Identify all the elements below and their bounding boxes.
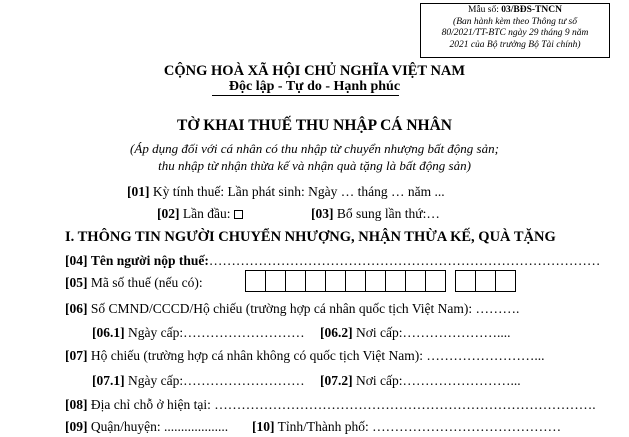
field-10[interactable]: [10] Tỉnh/Thành phố: …………………………………… — [252, 419, 562, 434]
tax-code-box[interactable] — [425, 270, 446, 292]
field-08[interactable]: [08] Địa chỉ chỗ ở hiện tại: …………………………………………………………………………. — [65, 397, 596, 412]
tax-code-boxes-main[interactable] — [245, 270, 446, 291]
form-note-line-1: (Ban hành kèm theo Thông tư số — [453, 16, 577, 27]
field-06-1[interactable]: [06.1] Ngày cấp:……………………… — [92, 325, 305, 340]
field-07-1[interactable]: [07.1] Ngày cấp:……………………… — [92, 373, 305, 388]
form-note-line-3: 2021 của Bộ trưởng Bộ Tài chính) — [449, 39, 581, 50]
field-09[interactable]: [09] Quận/huyện: ................... — [65, 419, 229, 434]
field-06-2[interactable]: [06.2] Nơi cấp:………………….... — [320, 325, 511, 340]
tax-code-box[interactable] — [455, 270, 475, 292]
national-title: CỘNG HOÀ XÃ HỘI CHỦ NGHĨA VIỆT NAM — [163, 63, 466, 79]
tax-code-box[interactable] — [265, 270, 285, 292]
document-title: TỜ KHAI THUẾ THU NHẬP CÁ NHÂN — [176, 117, 453, 134]
section-1-heading: I. THÔNG TIN NGƯỜI CHUYỂN NHƯỢNG, NHẬN THỪA KẾ, QUÀ TẶNG — [65, 229, 556, 245]
tax-code-box[interactable] — [385, 270, 405, 292]
field-04[interactable]: [04] Tên người nộp thuế:…………………………………………………………………………… — [65, 253, 601, 268]
tax-code-box[interactable] — [285, 270, 305, 292]
field-07[interactable]: [07] Hộ chiếu (trường hợp cá nhân không có quốc tịch Việt Nam): ……………………... — [65, 348, 545, 363]
tax-code-box[interactable] — [245, 270, 265, 292]
document-subtitle-line-1: (Áp dụng đối với cá nhân có thu nhập từ chuyển nhượng bất động sản; — [130, 141, 499, 156]
field-01: [01] Kỳ tính thuế: Lần phát sinh: Ngày … tháng … năm ... — [127, 184, 445, 199]
national-motto: Độc lập - Tự do - Hạnh phúc — [228, 79, 401, 94]
tax-code-box[interactable] — [305, 270, 325, 292]
first-time-checkbox[interactable] — [234, 210, 243, 219]
motto-underline — [212, 95, 399, 96]
form-code: Mẫu số: 03/BĐS-TNCN — [468, 5, 562, 15]
field-07-2[interactable]: [07.2] Nơi cấp:……………………... — [320, 373, 521, 388]
tax-code-boxes-branch[interactable] — [455, 270, 516, 291]
form-note-line-2: 80/2021/TT-BTC ngày 29 tháng 9 năm — [441, 28, 589, 38]
tax-code-box[interactable] — [325, 270, 345, 292]
field-06[interactable]: [06] Số CMND/CCCD/Hộ chiếu (trường hợp cá nhân quốc tịch Việt Nam): ………. — [65, 301, 520, 316]
tax-code-box[interactable] — [405, 270, 425, 292]
tax-code-box[interactable] — [495, 270, 516, 292]
field-02: [02] Lần đầu: — [157, 206, 243, 222]
document-subtitle-line-2: thu nhập từ nhận thừa kế và nhận quà tặng là bất động sản) — [158, 158, 471, 173]
tax-code-box[interactable] — [475, 270, 495, 292]
field-05-label: [05] Mã số thuế (nếu có): — [65, 275, 203, 290]
tax-code-box[interactable] — [345, 270, 365, 292]
form-code-box — [420, 3, 610, 58]
field-03: [03] Bổ sung lần thứ:… — [311, 206, 440, 221]
tax-code-box[interactable] — [365, 270, 385, 292]
